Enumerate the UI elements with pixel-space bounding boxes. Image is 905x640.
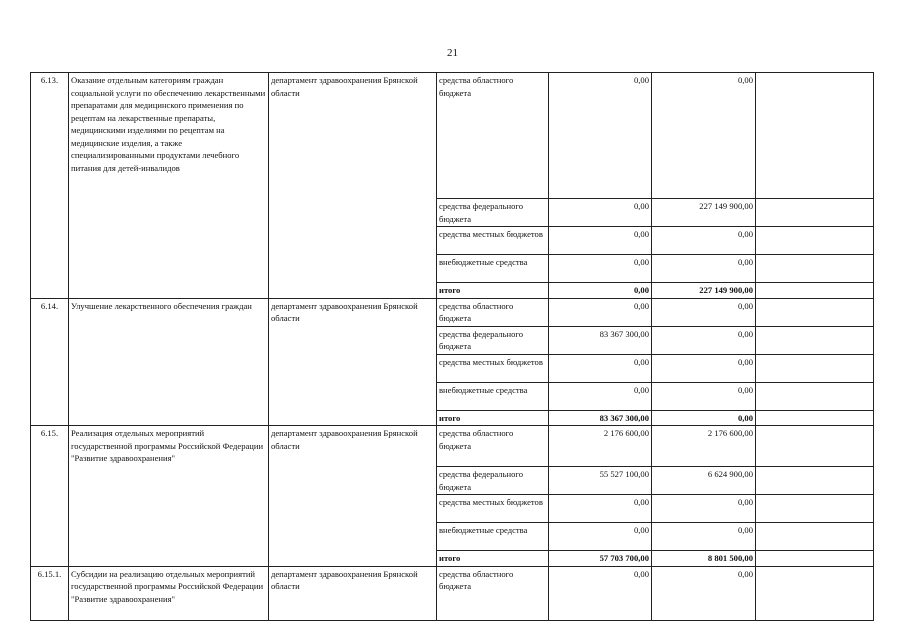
total-col1: 83 367 300,00 bbox=[549, 410, 652, 426]
item-name: Субсидии на реализацию отдельных мероприятий государственной программы Российской Федерации "Развитие здравоохранения" bbox=[69, 566, 269, 620]
funding-source: средства областного бюджета bbox=[437, 298, 549, 326]
value-col2: 0,00 bbox=[652, 566, 756, 620]
item-number: 6.15.1. bbox=[31, 566, 69, 620]
item-department: департамент здравоохранения Брянской области bbox=[269, 426, 437, 567]
funding-source: внебюджетные средства bbox=[437, 382, 549, 410]
value-col1: 0,00 bbox=[549, 199, 652, 227]
empty-cell bbox=[756, 283, 874, 299]
value-col2: 0,00 bbox=[652, 326, 756, 354]
funding-source: средства федерального бюджета bbox=[437, 467, 549, 495]
value-col2: 0,00 bbox=[652, 227, 756, 255]
value-col2: 0,00 bbox=[652, 495, 756, 523]
budget-table bbox=[30, 72, 874, 621]
value-col2: 0,00 bbox=[652, 73, 756, 199]
empty-cell bbox=[756, 523, 874, 551]
value-col1: 0,00 bbox=[549, 523, 652, 551]
funding-source: средства местных бюджетов bbox=[437, 495, 549, 523]
value-col1: 0,00 bbox=[549, 227, 652, 255]
empty-cell bbox=[756, 410, 874, 426]
item-number: 6.13. bbox=[31, 73, 69, 299]
value-col1: 55 527 100,00 bbox=[549, 467, 652, 495]
value-col1: 0,00 bbox=[549, 73, 652, 199]
value-col1: 0,00 bbox=[549, 382, 652, 410]
empty-cell bbox=[756, 255, 874, 283]
value-col2: 2 176 600,00 bbox=[652, 426, 756, 467]
item-department: департамент здравоохранения Брянской области bbox=[269, 566, 437, 620]
empty-cell bbox=[756, 227, 874, 255]
item-name: Оказание отдельным категориям граждан социальной услуги по обеспечению лекарственными препаратами для медицинского применения по рецептам на лекарственные препараты, медицинскими изделиями по рецептам на медицинские изделия, а также специализированными продуктами лечебного питания для детей-инвалидов bbox=[69, 73, 269, 299]
empty-cell bbox=[756, 298, 874, 326]
funding-source: средства областного бюджета bbox=[437, 566, 549, 620]
total-label: итого bbox=[437, 551, 549, 567]
item-department: департамент здравоохранения Брянской области bbox=[269, 298, 437, 426]
empty-cell bbox=[756, 467, 874, 495]
value-col2: 6 624 900,00 bbox=[652, 467, 756, 495]
page-number: 21 bbox=[447, 47, 458, 59]
table-row bbox=[31, 566, 874, 620]
value-col2: 227 149 900,00 bbox=[652, 199, 756, 227]
funding-source: средства федерального бюджета bbox=[437, 326, 549, 354]
empty-cell bbox=[756, 354, 874, 382]
table-row bbox=[31, 426, 874, 467]
empty-cell bbox=[756, 426, 874, 467]
item-number: 6.15. bbox=[31, 426, 69, 567]
empty-cell bbox=[756, 73, 874, 199]
value-col1: 0,00 bbox=[549, 255, 652, 283]
total-label: итого bbox=[437, 283, 549, 299]
value-col1: 0,00 bbox=[549, 566, 652, 620]
total-col2: 227 149 900,00 bbox=[652, 283, 756, 299]
funding-source: средства областного бюджета bbox=[437, 426, 549, 467]
value-col1: 0,00 bbox=[549, 354, 652, 382]
item-department: департамент здравоохранения Брянской области bbox=[269, 73, 437, 299]
funding-source: средства местных бюджетов bbox=[437, 227, 549, 255]
funding-source: средства областного бюджета bbox=[437, 73, 549, 199]
funding-source: средства федерального бюджета bbox=[437, 199, 549, 227]
value-col1: 0,00 bbox=[549, 495, 652, 523]
item-name: Улучшение лекарственного обеспечения граждан bbox=[69, 298, 269, 426]
empty-cell bbox=[756, 566, 874, 620]
value-col1: 0,00 bbox=[549, 298, 652, 326]
empty-cell bbox=[756, 382, 874, 410]
value-col2: 0,00 bbox=[652, 523, 756, 551]
value-col2: 0,00 bbox=[652, 354, 756, 382]
item-number: 6.14. bbox=[31, 298, 69, 426]
value-col2: 0,00 bbox=[652, 382, 756, 410]
funding-source: средства местных бюджетов bbox=[437, 354, 549, 382]
value-col1: 2 176 600,00 bbox=[549, 426, 652, 467]
total-col2: 8 801 500,00 bbox=[652, 551, 756, 567]
funding-source: внебюджетные средства bbox=[437, 523, 549, 551]
total-label: итого bbox=[437, 410, 549, 426]
funding-source: внебюджетные средства bbox=[437, 255, 549, 283]
total-col1: 57 703 700,00 bbox=[549, 551, 652, 567]
empty-cell bbox=[756, 326, 874, 354]
item-name: Реализация отдельных мероприятий государственной программы Российской Федерации "Развитие здравоохранения" bbox=[69, 426, 269, 567]
table-row bbox=[31, 298, 874, 326]
value-col1: 83 367 300,00 bbox=[549, 326, 652, 354]
total-col2: 0,00 bbox=[652, 410, 756, 426]
table-row bbox=[31, 73, 874, 199]
empty-cell bbox=[756, 495, 874, 523]
empty-cell bbox=[756, 199, 874, 227]
value-col2: 0,00 bbox=[652, 255, 756, 283]
value-col2: 0,00 bbox=[652, 298, 756, 326]
empty-cell bbox=[756, 551, 874, 567]
total-col1: 0,00 bbox=[549, 283, 652, 299]
